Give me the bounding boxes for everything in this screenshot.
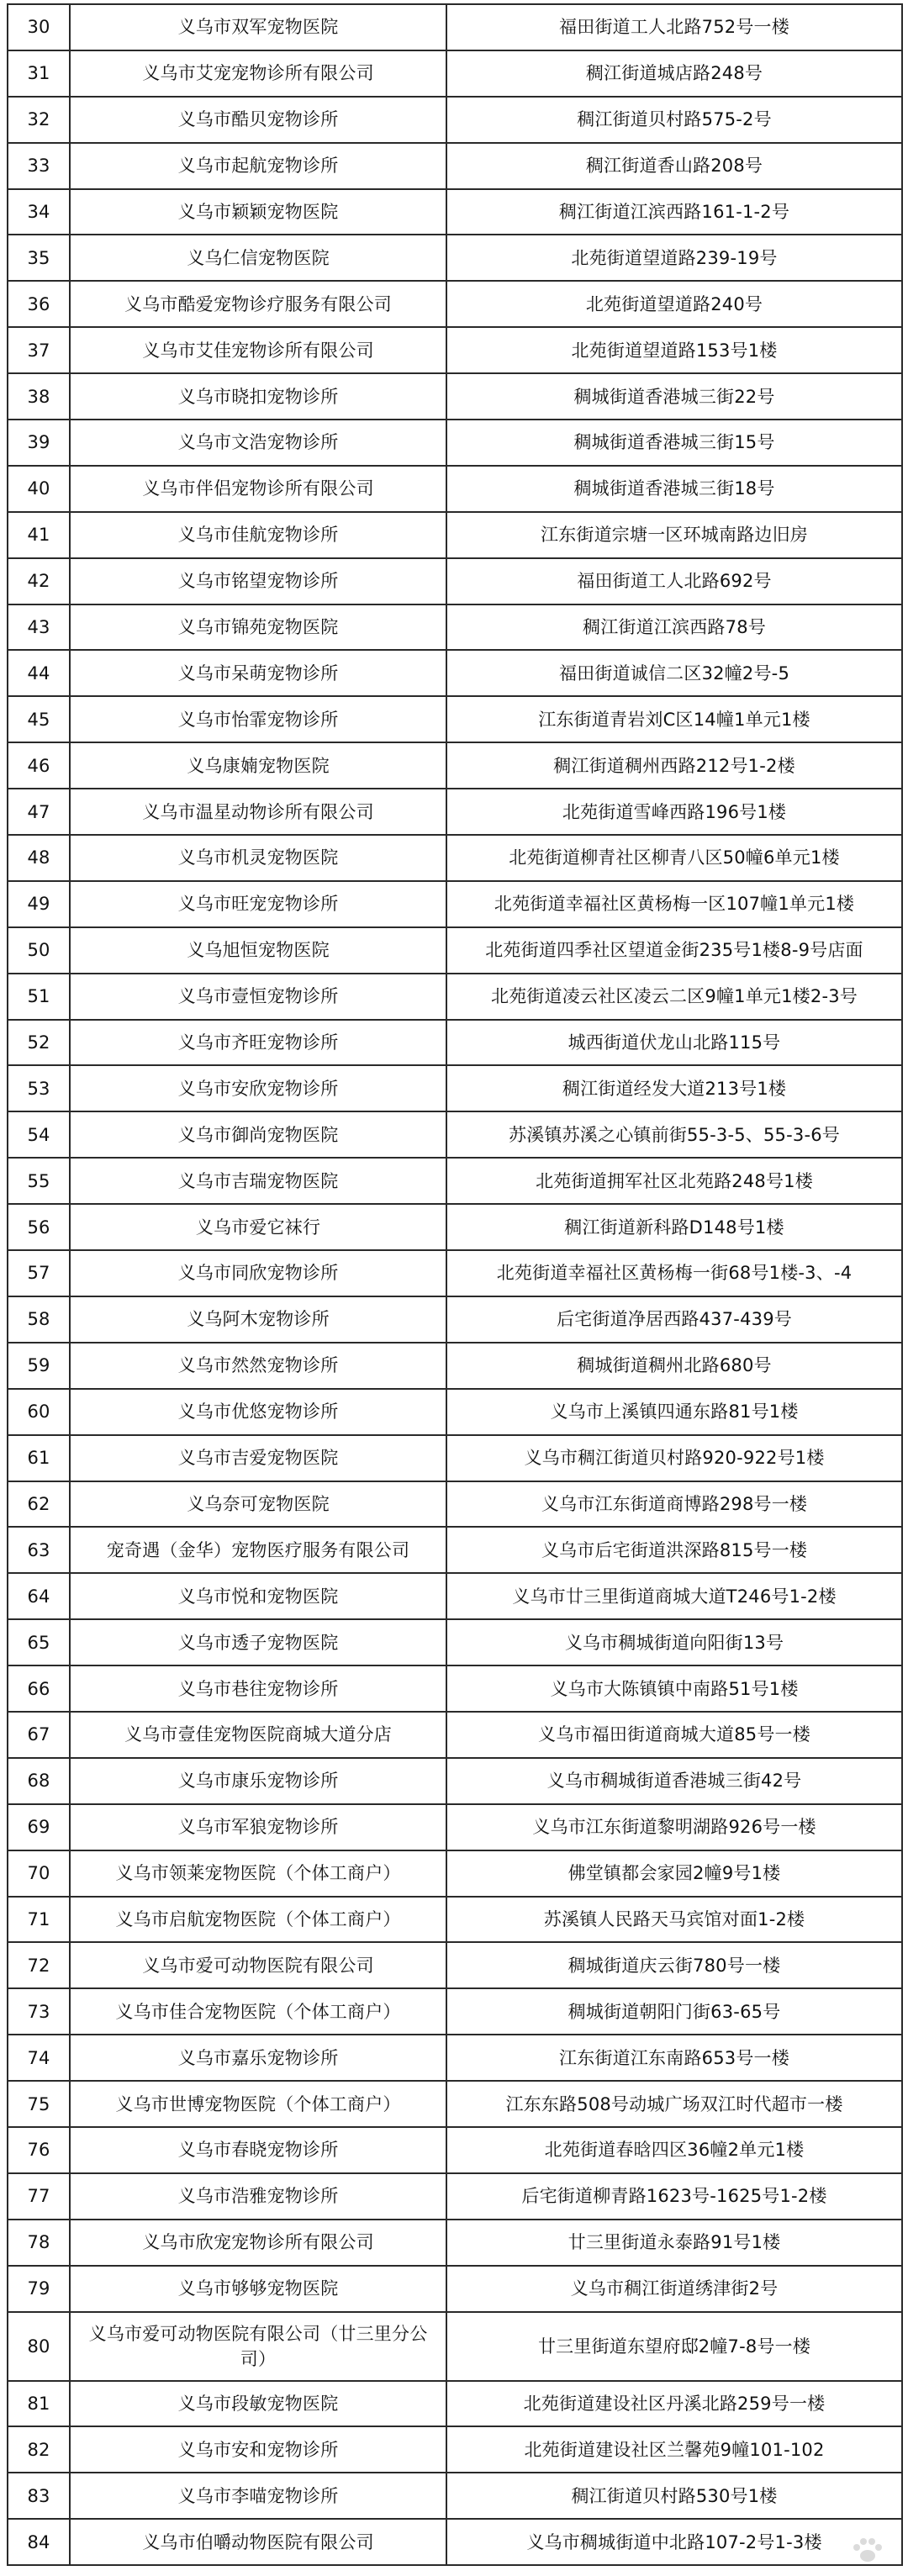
clinic-name-cell: 义乌市壹恒宠物诊所 xyxy=(70,974,446,1020)
clinic-address-cell: 稠城街道香港城三街22号 xyxy=(446,373,902,420)
clinic-name-cell: 义乌阿木宠物诊所 xyxy=(70,1296,446,1343)
row-number-cell: 64 xyxy=(8,1573,70,1619)
row-number-cell: 53 xyxy=(8,1065,70,1111)
clinic-name-cell: 义乌市段敏宠物医院 xyxy=(70,2381,446,2427)
table-row xyxy=(8,1296,902,1343)
clinic-address-cell: 稠城街道庆云街780号一楼 xyxy=(446,1942,902,1988)
clinic-name-cell: 义乌市世博宠物医院（个体工商户） xyxy=(70,2081,446,2127)
clinic-name-cell: 义乌市吉瑞宠物医院 xyxy=(70,1158,446,1204)
clinic-name-cell: 义乌市吉爱宠物医院 xyxy=(70,1435,446,1481)
table-row xyxy=(8,1250,902,1296)
clinic-address-cell: 北苑街道望道路239-19号 xyxy=(446,235,902,281)
row-number-cell: 75 xyxy=(8,2081,70,2127)
clinic-address-cell: 福田街道工人北路752号一楼 xyxy=(446,4,902,50)
row-number-cell: 82 xyxy=(8,2426,70,2473)
clinic-roster-table xyxy=(7,3,903,2566)
row-number-cell: 65 xyxy=(8,1619,70,1665)
clinic-address-cell: 稠江街道新科路D148号1楼 xyxy=(446,1204,902,1250)
table-row xyxy=(8,420,902,466)
clinic-address-cell: 义乌市廿三里街道商城大道T246号1-2楼 xyxy=(446,1573,902,1619)
clinic-name-cell: 义乌市御尚宠物医院 xyxy=(70,1111,446,1158)
row-number-cell: 37 xyxy=(8,327,70,373)
table-row xyxy=(8,1804,902,1850)
clinic-name-cell: 义乌市安欣宠物诊所 xyxy=(70,1065,446,1111)
table-row xyxy=(8,974,902,1020)
row-number-cell: 45 xyxy=(8,696,70,742)
clinic-name-cell: 义乌市酷贝宠物诊所 xyxy=(70,97,446,143)
clinic-name-cell: 义乌市怡霏宠物诊所 xyxy=(70,696,446,742)
clinic-address-cell: 北苑街道凌云社区凌云二区9幢1单元1楼2-3号 xyxy=(446,974,902,1020)
row-number-cell: 40 xyxy=(8,466,70,512)
table-row xyxy=(8,1389,902,1435)
row-number-cell: 84 xyxy=(8,2519,70,2565)
table-row xyxy=(8,1988,902,2035)
clinic-name-cell: 义乌市启航宠物医院（个体工商户） xyxy=(70,1897,446,1943)
clinic-address-cell: 廿三里街道永泰路91号1楼 xyxy=(446,2220,902,2266)
clinic-address-cell: 稠江街道城店路248号 xyxy=(446,50,902,97)
clinic-address-cell: 稠江街道江滨西路78号 xyxy=(446,604,902,651)
clinic-name-cell: 义乌市领莱宠物医院（个体工商户） xyxy=(70,1850,446,1897)
clinic-address-cell: 义乌市稠江街道贝村路920-922号1楼 xyxy=(446,1435,902,1481)
clinic-name-cell: 义乌市透子宠物医院 xyxy=(70,1619,446,1665)
clinic-name-cell: 义乌市酷爱宠物诊疗服务有限公司 xyxy=(70,281,446,327)
clinic-name-cell: 义乌市双军宠物医院 xyxy=(70,4,446,50)
clinic-name-cell: 义乌市安和宠物诊所 xyxy=(70,2426,446,2473)
clinic-address-cell: 稠江街道香山路208号 xyxy=(446,143,902,189)
table-row xyxy=(8,558,902,604)
clinic-name-cell: 义乌仁信宠物医院 xyxy=(70,235,446,281)
row-number-cell: 48 xyxy=(8,835,70,881)
table-row xyxy=(8,2266,902,2312)
table-row xyxy=(8,1065,902,1111)
row-number-cell: 44 xyxy=(8,650,70,696)
clinic-name-cell: 义乌市军狼宠物诊所 xyxy=(70,1804,446,1850)
row-number-cell: 81 xyxy=(8,2381,70,2427)
clinic-name-cell: 义乌市李喵宠物诊所 xyxy=(70,2473,446,2519)
clinic-address-cell: 义乌市后宅街道洪深路815号一楼 xyxy=(446,1527,902,1573)
table-row xyxy=(8,2381,902,2427)
table-row xyxy=(8,235,902,281)
clinic-address-cell: 义乌市稠城街道香港城三街42号 xyxy=(446,1758,902,1804)
clinic-address-cell: 稠江街道稠州西路212号1-2楼 xyxy=(446,742,902,789)
table-row xyxy=(8,97,902,143)
table-row xyxy=(8,4,902,50)
clinic-address-cell: 江东东路508号动城广场双江时代超市一楼 xyxy=(446,2081,902,2127)
row-number-cell: 54 xyxy=(8,1111,70,1158)
table-row xyxy=(8,1111,902,1158)
clinic-address-cell: 稠江街道经发大道213号1楼 xyxy=(446,1065,902,1111)
clinic-name-cell: 义乌市伴侣宠物诊所有限公司 xyxy=(70,466,446,512)
row-number-cell: 55 xyxy=(8,1158,70,1204)
clinic-name-cell: 义乌市艾佳宠物诊所有限公司 xyxy=(70,327,446,373)
clinic-name-cell: 宠奇遇（金华）宠物医疗服务有限公司 xyxy=(70,1527,446,1573)
clinic-address-cell: 江东街道青岩刘C区14幢1单元1楼 xyxy=(446,696,902,742)
table-row xyxy=(8,50,902,97)
table-row xyxy=(8,1665,902,1712)
row-number-cell: 66 xyxy=(8,1665,70,1712)
row-number-cell: 70 xyxy=(8,1850,70,1897)
clinic-address-cell: 义乌市大陈镇镇中南路51号1楼 xyxy=(446,1665,902,1712)
clinic-name-cell: 义乌市机灵宠物医院 xyxy=(70,835,446,881)
row-number-cell: 43 xyxy=(8,604,70,651)
table-row xyxy=(8,2519,902,2565)
table-row xyxy=(8,1942,902,1988)
clinic-address-cell: 稠城街道朝阳门街63-65号 xyxy=(446,1988,902,2035)
table-row xyxy=(8,512,902,558)
clinic-name-cell: 义乌市佳合宠物医院（个体工商户） xyxy=(70,1988,446,2035)
clinic-name-cell: 义乌市锦苑宠物医院 xyxy=(70,604,446,651)
clinic-address-cell: 义乌市福田街道商城大道85号一楼 xyxy=(446,1712,902,1758)
clinic-name-cell: 义乌康婻宠物医院 xyxy=(70,742,446,789)
table-row xyxy=(8,2312,902,2381)
clinic-address-cell: 福田街道工人北路692号 xyxy=(446,558,902,604)
clinic-name-cell: 义乌市欣宠宠物诊所有限公司 xyxy=(70,2220,446,2266)
clinic-name-cell: 义乌市爱可动物医院有限公司 xyxy=(70,1942,446,1988)
clinic-address-cell: 北苑街道拥军社区北苑路248号1楼 xyxy=(446,1158,902,1204)
table-row xyxy=(8,1158,902,1204)
row-number-cell: 72 xyxy=(8,1942,70,1988)
table-row xyxy=(8,1481,902,1528)
table-row xyxy=(8,742,902,789)
row-number-cell: 59 xyxy=(8,1343,70,1389)
clinic-address-cell: 北苑街道幸福社区黄杨梅一街68号1楼-3、-4 xyxy=(446,1250,902,1296)
clinic-name-cell: 义乌旭恒宠物医院 xyxy=(70,927,446,974)
row-number-cell: 77 xyxy=(8,2173,70,2220)
table-row xyxy=(8,927,902,974)
row-number-cell: 42 xyxy=(8,558,70,604)
row-number-cell: 52 xyxy=(8,1020,70,1066)
clinic-address-cell: 北苑街道望道路240号 xyxy=(446,281,902,327)
clinic-name-cell: 义乌市伯嚼动物医院有限公司 xyxy=(70,2519,446,2565)
clinic-name-cell: 义乌市爱可动物医院有限公司（廿三里分公司） xyxy=(70,2312,446,2381)
clinic-address-cell: 苏溪镇苏溪之心镇前街55-3-5、55-3-6号 xyxy=(446,1111,902,1158)
table-row xyxy=(8,281,902,327)
table-row xyxy=(8,189,902,235)
row-number-cell: 33 xyxy=(8,143,70,189)
clinic-address-cell: 稠江街道贝村路575-2号 xyxy=(446,97,902,143)
table-row xyxy=(8,1343,902,1389)
row-number-cell: 68 xyxy=(8,1758,70,1804)
table-row xyxy=(8,2035,902,2081)
table-row xyxy=(8,1758,902,1804)
clinic-name-cell: 义乌市优悠宠物诊所 xyxy=(70,1389,446,1435)
clinic-address-cell: 江东街道江东南路653号一楼 xyxy=(446,2035,902,2081)
row-number-cell: 80 xyxy=(8,2312,70,2381)
clinic-address-cell: 城西街道伏龙山北路115号 xyxy=(446,1020,902,1066)
table-row xyxy=(8,1897,902,1943)
row-number-cell: 31 xyxy=(8,50,70,97)
clinic-address-cell: 义乌市稠城街道中北路107-2号1-3楼 xyxy=(446,2519,902,2565)
clinic-name-cell: 义乌市巷往宠物诊所 xyxy=(70,1665,446,1712)
row-number-cell: 71 xyxy=(8,1897,70,1943)
clinic-address-cell: 稠城街道香港城三街18号 xyxy=(446,466,902,512)
row-number-cell: 51 xyxy=(8,974,70,1020)
clinic-name-cell: 义乌市康乐宠物诊所 xyxy=(70,1758,446,1804)
table-row xyxy=(8,327,902,373)
clinic-name-cell: 义乌市铭望宠物诊所 xyxy=(70,558,446,604)
clinic-address-cell: 义乌市上溪镇四通东路81号1楼 xyxy=(446,1389,902,1435)
clinic-name-cell: 义乌市起航宠物诊所 xyxy=(70,143,446,189)
row-number-cell: 62 xyxy=(8,1481,70,1528)
row-number-cell: 67 xyxy=(8,1712,70,1758)
clinic-address-cell: 佛堂镇都会家园2幢9号1楼 xyxy=(446,1850,902,1897)
clinic-address-cell: 北苑街道幸福社区黄杨梅一区107幢1单元1楼 xyxy=(446,881,902,927)
clinic-address-cell: 北苑街道柳青社区柳青八区50幢6单元1楼 xyxy=(446,835,902,881)
clinic-name-cell: 义乌市齐旺宠物诊所 xyxy=(70,1020,446,1066)
row-number-cell: 38 xyxy=(8,373,70,420)
clinic-address-cell: 后宅街道净居西路437-439号 xyxy=(446,1296,902,1343)
table-row xyxy=(8,789,902,835)
table-row xyxy=(8,466,902,512)
clinic-address-cell: 北苑街道建设社区兰馨苑9幢101-102 xyxy=(446,2426,902,2473)
clinic-address-cell: 廿三里街道东望府邸2幢7-8号一楼 xyxy=(446,2312,902,2381)
row-number-cell: 35 xyxy=(8,235,70,281)
row-number-cell: 60 xyxy=(8,1389,70,1435)
clinic-address-cell: 稠城街道香港城三街15号 xyxy=(446,420,902,466)
row-number-cell: 41 xyxy=(8,512,70,558)
clinic-address-cell: 北苑街道四季社区望道金街235号1楼8-9号店面 xyxy=(446,927,902,974)
table-row xyxy=(8,2473,902,2519)
clinic-address-cell: 稠江街道江滨西路161-1-2号 xyxy=(446,189,902,235)
row-number-cell: 46 xyxy=(8,742,70,789)
clinic-name-cell: 义乌市文浩宠物诊所 xyxy=(70,420,446,466)
clinic-address-cell: 义乌市江东街道商博路298号一楼 xyxy=(446,1481,902,1528)
clinic-name-cell: 义乌市佳航宠物诊所 xyxy=(70,512,446,558)
clinic-address-cell: 福田街道诚信二区32幢2号-5 xyxy=(446,650,902,696)
table-row xyxy=(8,1204,902,1250)
clinic-name-cell: 义乌市颖颖宠物医院 xyxy=(70,189,446,235)
row-number-cell: 79 xyxy=(8,2266,70,2312)
row-number-cell: 63 xyxy=(8,1527,70,1573)
table-row xyxy=(8,1619,902,1665)
clinic-address-cell: 稠江街道贝村路530号1楼 xyxy=(446,2473,902,2519)
clinic-address-cell: 北苑街道春晗四区36幢2单元1楼 xyxy=(446,2127,902,2173)
clinic-roster-body xyxy=(8,4,902,2565)
clinic-name-cell: 义乌市嘉乐宠物诊所 xyxy=(70,2035,446,2081)
row-number-cell: 36 xyxy=(8,281,70,327)
row-number-cell: 39 xyxy=(8,420,70,466)
row-number-cell: 74 xyxy=(8,2035,70,2081)
clinic-name-cell: 义乌市春晓宠物诊所 xyxy=(70,2127,446,2173)
table-row xyxy=(8,1712,902,1758)
table-row xyxy=(8,696,902,742)
table-row xyxy=(8,2081,902,2127)
clinic-name-cell: 义乌市艾宠宠物诊所有限公司 xyxy=(70,50,446,97)
row-number-cell: 58 xyxy=(8,1296,70,1343)
row-number-cell: 49 xyxy=(8,881,70,927)
row-number-cell: 50 xyxy=(8,927,70,974)
row-number-cell: 30 xyxy=(8,4,70,50)
table-row xyxy=(8,650,902,696)
clinic-name-cell: 义乌市够够宠物医院 xyxy=(70,2266,446,2312)
table-row xyxy=(8,1020,902,1066)
clinic-address-cell: 义乌市江东街道黎明湖路926号一楼 xyxy=(446,1804,902,1850)
clinic-address-cell: 北苑街道建设社区丹溪北路259号一楼 xyxy=(446,2381,902,2427)
clinic-address-cell: 义乌市稠江街道绣津街2号 xyxy=(446,2266,902,2312)
clinic-name-cell: 义乌市旺宠宠物诊所 xyxy=(70,881,446,927)
row-number-cell: 57 xyxy=(8,1250,70,1296)
row-number-cell: 76 xyxy=(8,2127,70,2173)
clinic-name-cell: 义乌市浩雅宠物诊所 xyxy=(70,2173,446,2220)
table-row xyxy=(8,1435,902,1481)
table-row xyxy=(8,2173,902,2220)
clinic-name-cell: 义乌奈可宠物医院 xyxy=(70,1481,446,1528)
row-number-cell: 47 xyxy=(8,789,70,835)
clinic-name-cell: 义乌市悦和宠物医院 xyxy=(70,1573,446,1619)
clinic-name-cell: 义乌市呆萌宠物诊所 xyxy=(70,650,446,696)
clinic-name-cell: 义乌市爱它袜行 xyxy=(70,1204,446,1250)
table-row xyxy=(8,1527,902,1573)
row-number-cell: 83 xyxy=(8,2473,70,2519)
row-number-cell: 32 xyxy=(8,97,70,143)
table-row xyxy=(8,604,902,651)
table-row xyxy=(8,143,902,189)
clinic-address-cell: 稠城街道稠州北路680号 xyxy=(446,1343,902,1389)
table-row xyxy=(8,881,902,927)
row-number-cell: 78 xyxy=(8,2220,70,2266)
clinic-name-cell: 义乌市然然宠物诊所 xyxy=(70,1343,446,1389)
clinic-address-cell: 江东街道宗塘一区环城南路边旧房 xyxy=(446,512,902,558)
clinic-address-cell: 后宅街道柳青路1623号-1625号1-2楼 xyxy=(446,2173,902,2220)
table-row xyxy=(8,835,902,881)
clinic-name-cell: 义乌市同欣宠物诊所 xyxy=(70,1250,446,1296)
clinic-name-cell: 义乌市晓扣宠物诊所 xyxy=(70,373,446,420)
clinic-name-cell: 义乌市温星动物诊所有限公司 xyxy=(70,789,446,835)
row-number-cell: 73 xyxy=(8,1988,70,2035)
row-number-cell: 56 xyxy=(8,1204,70,1250)
clinic-address-cell: 北苑街道雪峰西路196号1楼 xyxy=(446,789,902,835)
clinic-name-cell: 义乌市壹佳宠物医院商城大道分店 xyxy=(70,1712,446,1758)
row-number-cell: 61 xyxy=(8,1435,70,1481)
paw-watermark-icon xyxy=(849,2536,886,2564)
clinic-address-cell: 北苑街道望道路153号1楼 xyxy=(446,327,902,373)
table-row xyxy=(8,2220,902,2266)
table-row xyxy=(8,2127,902,2173)
table-row xyxy=(8,2426,902,2473)
table-row xyxy=(8,1850,902,1897)
table-row xyxy=(8,1573,902,1619)
row-number-cell: 69 xyxy=(8,1804,70,1850)
row-number-cell: 34 xyxy=(8,189,70,235)
clinic-address-cell: 义乌市稠城街道向阳街13号 xyxy=(446,1619,902,1665)
table-row xyxy=(8,373,902,420)
clinic-address-cell: 苏溪镇人民路天马宾馆对面1-2楼 xyxy=(446,1897,902,1943)
